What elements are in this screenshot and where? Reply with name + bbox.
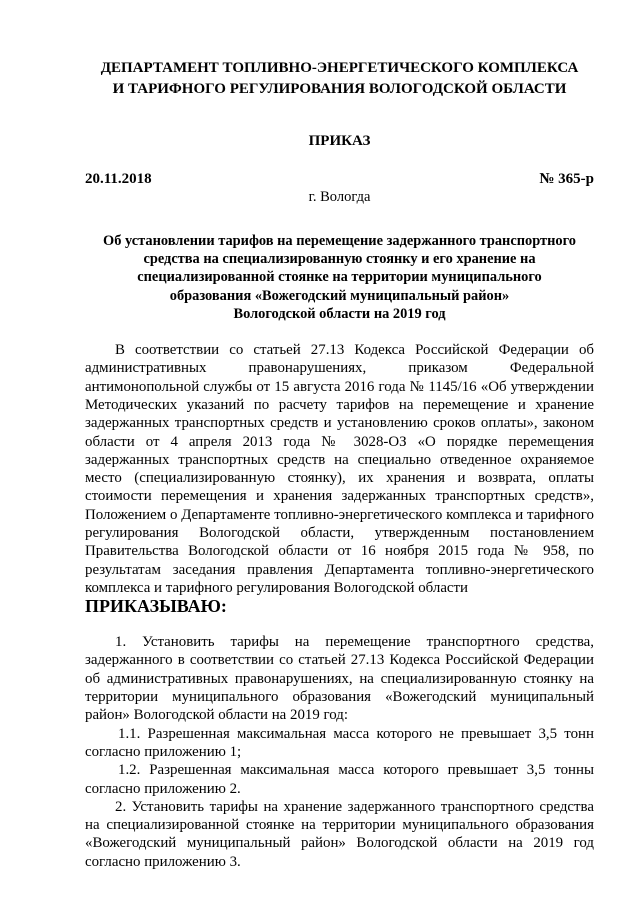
- preamble-paragraph: В соответствии со статьей 27.13 Кодекса Российской Федерации об административных правонарушениях, приказом Федеральной антимонопольной службы от 15 августа 2016 года № 1145/16 «Об утверждении Методических указаний по расчету тарифов на перемещение и хранение задержанных транспортных средств и установлению сроков оплаты», законом области от 4 апреля 2013 года № 3028-ОЗ «О порядке перемещения задержанных транспортных средств на специально отведенное охраняемое место (специализированную стоянку), их хранения и возврата, оплаты стоимости перемещения и хранения задержанных транспортных средств», Положением о Департаменте топливно-энергетического комплекса и тарифного регулирования Вологодской области, утвержденным постановлением Правительства Вологодской области от 16 ноября 2015 года № 958, по результатам заседания правления Департамента топливно-энергетического комплекса и тарифного регулирования Вологодской области: [85, 342, 594, 596]
- item-1-1: 1.1. Разрешенная максимальная масса которого не превышает 3,5 тонн согласно приложению 1;: [85, 725, 594, 760]
- title-line-1: Об установлении тарифов на перемещение задержанного транспортного: [103, 233, 576, 249]
- order-word: ПРИКАЗЫВАЮ:: [85, 596, 227, 617]
- title-line-5: Вологодской области на 2019 год: [233, 305, 446, 322]
- document-type: ПРИКАЗ: [308, 133, 371, 149]
- document-number: № 365-р: [539, 171, 594, 187]
- document-title: [85, 232, 594, 323]
- department-line-1: ДЕПАРТАМЕНТ ТОПЛИВНО-ЭНЕРГЕТИЧЕСКОГО КОМПЛЕКСА: [100, 60, 579, 76]
- document-city: г. Вологда: [308, 189, 371, 205]
- title-line-2: средства на специализированную стоянку и его хранение на: [143, 251, 536, 268]
- department-header: [85, 58, 594, 100]
- item-1: 1. Установить тарифы на перемещение транспортного средства, задержанного в соответствии со статьей 27.13 Кодекса Российской Федерации об административных правонарушениях, на специализированную стоянку на территории муниципального образования «Вожегодский муниципальный район» Вологодской области на 2019 год:: [85, 634, 594, 724]
- document-date: 20.11.2018: [85, 171, 152, 187]
- title-line-3: специализированной стоянке на территории муниципального: [137, 269, 542, 286]
- date-number-row: [85, 170, 594, 188]
- department-line-2: И ТАРИФНОГО РЕГУЛИРОВАНИЯ ВОЛОГОДСКОЙ ОБЛАСТИ: [112, 81, 567, 97]
- item-2: 2. Установить тарифы на хранение задержанного транспортного средства на специализированной стоянке на территории муниципального образования «Вожегодский муниципальный район» Вологодской области на 2019 год согласно приложению 3.: [85, 798, 594, 870]
- title-line-4: образования «Вожегодский муниципальный район»: [169, 287, 510, 304]
- item-1-2: 1.2. Разрешенная максимальная масса которого превышает 3,5 тонны согласно приложению 2.: [85, 762, 594, 797]
- document-body: [85, 341, 594, 871]
